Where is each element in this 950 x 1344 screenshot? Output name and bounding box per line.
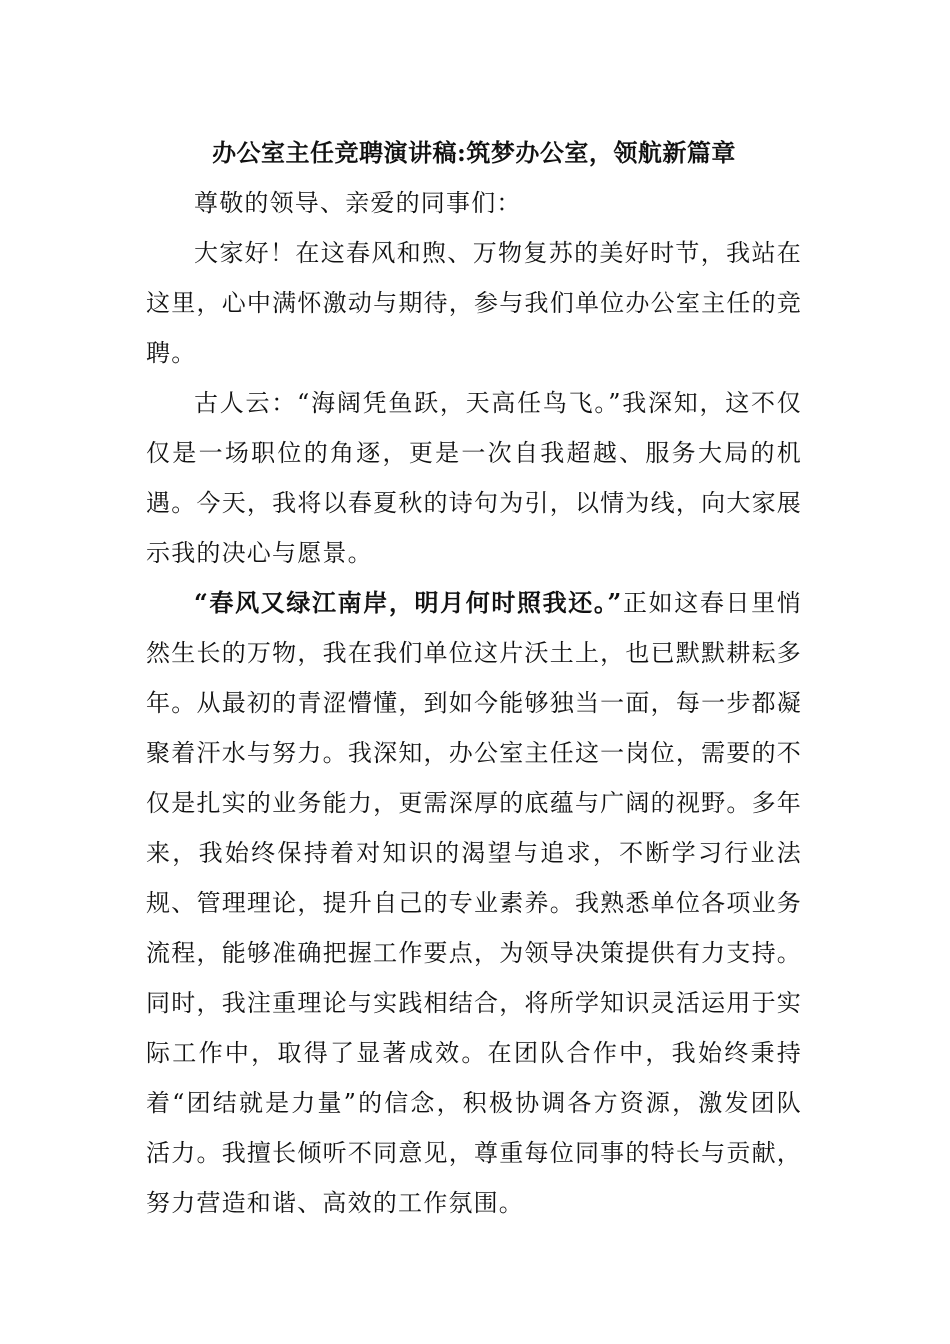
spring-poem-quote: “春风又绿江南岸，明月何时照我还。”	[194, 588, 623, 617]
document-title: 办公室主任竞聘演讲稿:筑梦办公室，领航新篇章	[212, 138, 736, 167]
paragraph-ancient-saying: 古人云：“海阔凭鱼跃，天高任鸟飞。”我深知，这不仅仅是一场职位的角逐，更是一次自我超越、服务大局的机遇。今天，我将以春夏秋的诗句为引，以情为线，向大家展示我的决心与愿景。	[146, 389, 802, 567]
spring-paragraph-body: 正如这春日里悄然生长的万物，我在我们单位这片沃土上，也已默默耕耘多年。从最初的青涩懵懂，到如今能够独当一面，每一步都凝聚着汗水与努力。我深知，办公室主任这一岗位，需要的不仅是扎实的业务能力，更需深厚的底蕴与广阔的视野。多年来，我始终保持着对知识的渴望与追求，不断学习行业法规、管理理论，提升自己的专业素养。我熟悉单位各项业务流程，能够准确把握工作要点，为领导决策提供有力支持。同时，我注重理论与实践相结合，将所学知识灵活运用于实际工作中，取得了显著成效。在团队合作中，我始终秉持着“团结就是力量”的信念，积极协调各方资源，激发团队活力。我擅长倾听不同意见，尊重每位同事的特长与贡献，努力营造和谐、高效的工作氛围。	[146, 589, 802, 1217]
document-page	[146, 132, 802, 1228]
paragraph-opening: 大家好！在这春风和煦、万物复苏的美好时节，我站在这里，心中满怀激动与期待，参与我们单位办公室主任的竞聘。	[146, 239, 802, 367]
greeting-line: 尊敬的领导、亲爱的同事们：	[194, 189, 522, 217]
paragraph-spring	[146, 578, 802, 1228]
